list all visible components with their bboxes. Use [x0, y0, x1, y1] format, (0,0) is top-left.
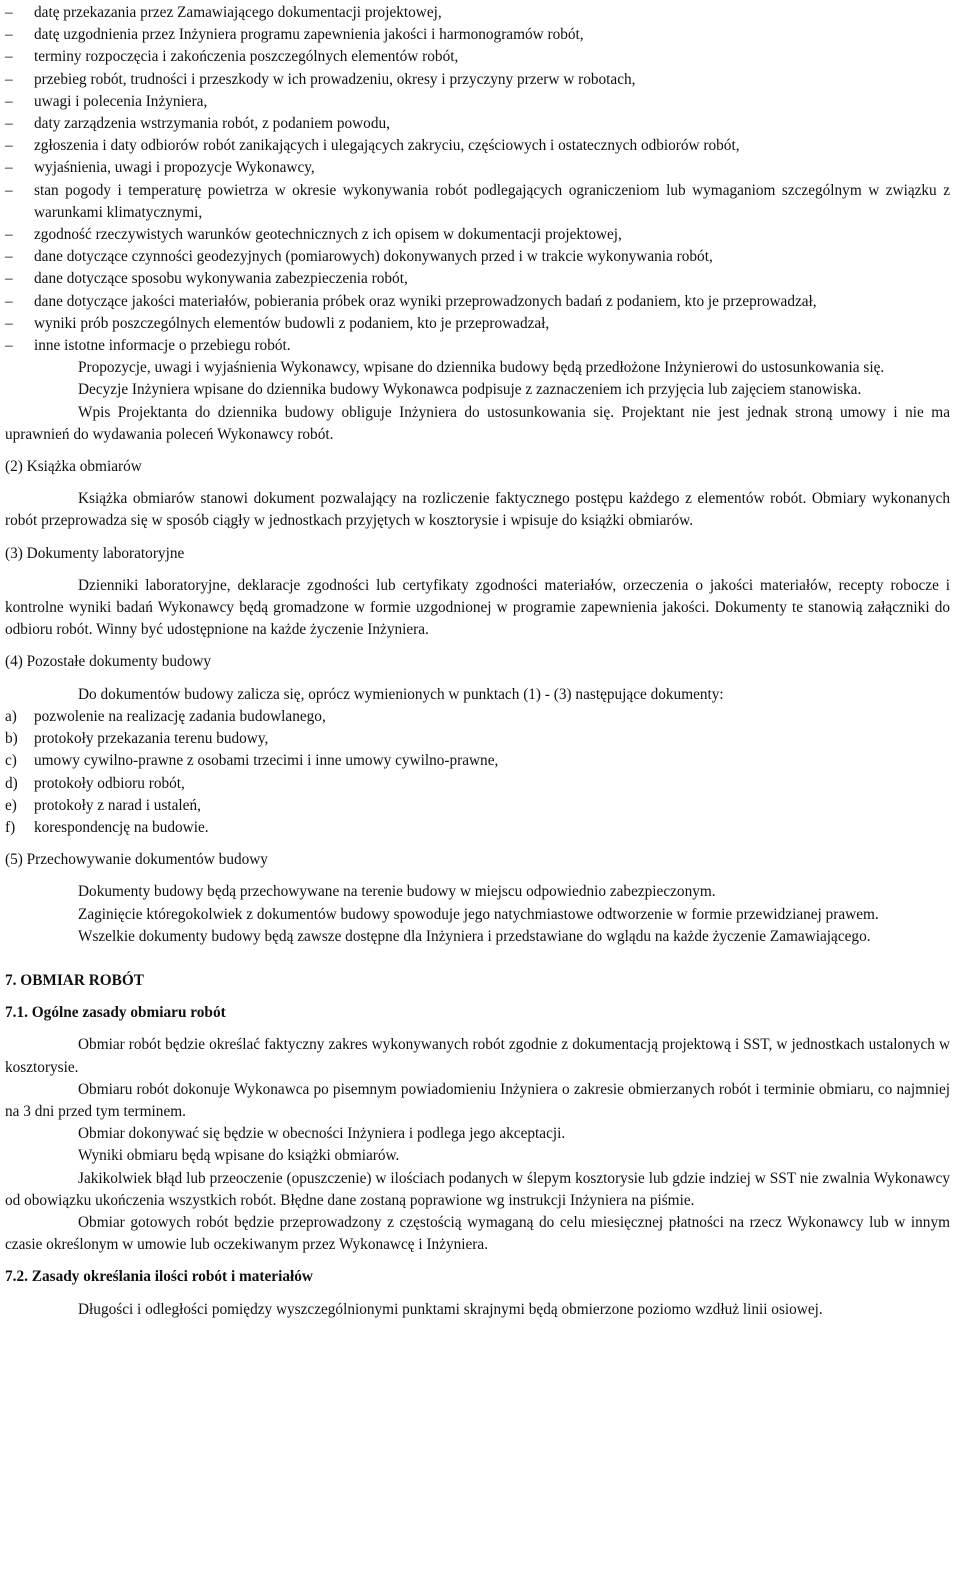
section-heading-ksiazka-obmiarow: (2) Książka obmiarów	[5, 458, 142, 476]
subsection-heading-zasady-okreslania: 7.2. Zasady określania ilości robót i materiałów	[5, 1268, 313, 1286]
dash-bullet: –	[5, 137, 13, 155]
entries-list	[5, 2, 950, 357]
dash-bullet: –	[5, 159, 13, 177]
list-item-text: terminy rozpoczęcia i zakończenia poszczególnych elementów robót,	[34, 48, 459, 66]
section-heading-dokumenty-laboratoryjne: (3) Dokumenty laboratoryjne	[5, 544, 185, 562]
paragraph: Wpis Projektanta do dziennika budowy obliguje Inżyniera do ustosunkowania się. Projektant nie jest jednak stroną umowy i nie ma uprawnień do wydawania poleceń Wykonawcy robót.	[5, 403, 950, 443]
list-item	[5, 69, 950, 91]
list-item-text: dane dotyczące jakości materiałów, pobierania próbek oraz wyniki przeprowadzonych badań z podaniem, kto je przeprowadzał,	[34, 292, 817, 310]
list-item-text: zgodność rzeczywistych warunków geotechnicznych z ich opisem w dokumentacji projektowej,	[34, 226, 622, 244]
paragraph: Wszelkie dokumenty budowy będą zawsze dostępne dla Inżyniera i przedstawiane do wglądu na każde życzenie Zamawiającego.	[78, 927, 871, 945]
documents-letter-list	[5, 706, 950, 839]
list-item-text: dane dotyczące czynności geodezyjnych (pomiarowych) dokonywanych przed i w trakcie wykonywania robót,	[34, 248, 713, 266]
list-item	[5, 24, 950, 46]
paragraph: Wyniki obmiaru będą wpisane do książki obmiarów.	[78, 1147, 400, 1165]
paragraph: Obmiaru robót dokonuje Wykonawca po pisemnym powiadomieniu Inżyniera o zakresie obmierzanych robót i terminie obmiaru, co najmniej na 3 dni przed tym terminem.	[5, 1080, 950, 1120]
list-item-text: uwagi i polecenia Inżyniera,	[34, 92, 208, 110]
list-item-text: protokoły z narad i ustaleń,	[34, 796, 201, 814]
paragraph: Obmiar gotowych robót będzie przeprowadzony z częstością wymaganą do celu miesięcznej płatności na rzecz Wykonawcy lub w innym czasie określonym w umowie lub oczekiwanym przez Wykonawcę i Inżyniera.	[5, 1213, 950, 1254]
list-item	[5, 157, 950, 179]
list-item	[5, 2, 950, 24]
list-item-text: daty zarządzenia wstrzymania robót, z podaniem powodu,	[34, 115, 390, 133]
dash-bullet: –	[5, 70, 13, 88]
list-item	[5, 750, 950, 772]
dash-bullet: –	[5, 115, 13, 133]
list-marker: a)	[5, 707, 17, 725]
list-item-text: umowy cywilno-prawne z osobami trzecimi i inne umowy cywilno-prawne,	[34, 752, 499, 770]
dash-bullet: –	[5, 26, 13, 44]
paragraph: Książka obmiarów stanowi dokument pozwalający na rozliczenie faktycznego postępu każdego z elementów robót. Obmiary wykonanych robót przeprowadza się w sposób ciągły w jednostkach przyjętych w kosztorysie i wpisuje do książki obmiarów.	[5, 490, 950, 530]
dash-bullet: –	[5, 292, 13, 310]
section-heading-przechowywanie: (5) Przechowywanie dokumentów budowy	[5, 851, 268, 869]
paragraph: Propozycje, uwagi i wyjaśnienia Wykonawcy, wpisane do dziennika budowy będą przedłożone Inżynierowi do ustosunkowania się.	[78, 359, 885, 377]
list-item-text: wyniki prób poszczególnych elementów budowli z podaniem, kto je przeprowadzał,	[34, 314, 550, 332]
list-marker: c)	[5, 752, 17, 770]
dash-bullet: –	[5, 48, 13, 66]
list-marker: e)	[5, 796, 17, 814]
list-item-text: wyjaśnienia, uwagi i propozycje Wykonawcy,	[34, 159, 315, 177]
list-item	[5, 46, 950, 68]
list-item-text: zgłoszenia i daty odbiorów robót zanikających i ulegających zakryciu, częściowych i ostatecznych odbiorów robót,	[34, 137, 740, 155]
list-item-text: korespondencję na budowie.	[34, 818, 209, 836]
list-item	[5, 180, 950, 224]
list-item	[5, 135, 950, 157]
dash-bullet: –	[5, 181, 13, 199]
list-item	[5, 224, 950, 246]
list-item	[5, 246, 950, 268]
section-heading-pozostale-dokumenty: (4) Pozostałe dokumenty budowy	[5, 653, 212, 671]
list-item	[5, 795, 950, 817]
list-item	[5, 268, 950, 290]
dash-bullet: –	[5, 92, 13, 110]
list-marker: b)	[5, 730, 18, 748]
dash-bullet: –	[5, 226, 13, 244]
list-item-text: protokoły odbioru robót,	[34, 774, 185, 792]
dash-bullet: –	[5, 4, 13, 21]
paragraph: Dzienniki laboratoryjne, deklaracje zgodności lub certyfikaty zgodności materiałów, orzeczenia o jakości materiałów, recepty robocze i kontrolne wyniki badań Wykonawcy będą gromadzone w formie uzgodnionej w programie zapewnienia jakości. Dokumenty te stanowią załączniki do odbioru robót. Winny być udostępnione na każde życzenie Inżyniera.	[5, 576, 950, 639]
list-item	[5, 313, 950, 335]
subsection-heading-ogolne-zasady: 7.1. Ogólne zasady obmiaru robót	[5, 1004, 226, 1022]
paragraph: Zaginięcie któregokolwiek z dokumentów budowy spowoduje jego natychmiastowe odtworzenie w formie przewidzianej prawem.	[78, 905, 879, 923]
paragraph: Decyzje Inżyniera wpisane do dziennika budowy Wykonawca podpisuje z zaznaczeniem ich przyjęcia lub zajęciem stanowiska.	[78, 381, 862, 399]
list-marker: d)	[5, 774, 18, 792]
paragraph: Długości i odległości pomiędzy wyszczególnionymi punktami skrajnymi będą obmierzone poziomo wzdłuż linii osiowej.	[78, 1300, 823, 1318]
list-item-text: pozwolenie na realizację zadania budowlanego,	[34, 707, 326, 725]
paragraph: Dokumenty budowy będą przechowywane na terenie budowy w miejscu odpowiednio zabezpieczonym.	[78, 883, 716, 901]
list-item-text: inne istotne informacje o przebiegu robót.	[34, 337, 291, 355]
list-item	[5, 335, 950, 357]
list-item	[5, 706, 950, 728]
list-item-text: stan pogody i temperaturę powietrza w okresie wykonywania robót podlegających ograniczeniom lub wymaganiom szczególnym w związku z warunkami klimatycznymi,	[34, 181, 950, 221]
paragraph: Obmiar dokonywać się będzie w obecności Inżyniera i podlega jego akceptacji.	[78, 1125, 566, 1143]
list-item	[5, 113, 950, 135]
list-item	[5, 291, 950, 313]
list-item-text: dane dotyczące sposobu wykonywania zabezpieczenia robót,	[34, 270, 408, 288]
list-item-text: przebieg robót, trudności i przeszkody w ich prowadzeniu, okresy i przyczyny przerw w robotach,	[34, 70, 636, 88]
dash-bullet: –	[5, 314, 13, 332]
list-item	[5, 91, 950, 113]
paragraph: Obmiar robót będzie określać faktyczny zakres wykonywanych robót zgodnie z dokumentacją projektową i SST, w jednostkach ustalonych w kosztorysie.	[5, 1036, 950, 1076]
list-item-text: datę uzgodnienia przez Inżyniera programu zapewnienia jakości i harmonogramów robót,	[34, 26, 584, 44]
dash-bullet: –	[5, 248, 13, 266]
list-marker: f)	[5, 818, 16, 836]
paragraph: Do dokumentów budowy zalicza się, oprócz wymienionych w punktach (1) - (3) następujące dokumenty:	[78, 685, 724, 703]
list-item-text: protokoły przekazania terenu budowy,	[34, 730, 269, 748]
list-item	[5, 728, 950, 750]
chapter-heading-obmiar-robot: 7. OBMIAR ROBÓT	[5, 971, 144, 989]
dash-bullet: –	[5, 270, 13, 288]
list-item-text: datę przekazania przez Zamawiającego dokumentacji projektowej,	[34, 4, 442, 21]
list-item	[5, 817, 950, 839]
paragraph: Jakikolwiek błąd lub przeoczenie (opuszczenie) w ilościach podanych w ślepym kosztorysie lub gdzie indziej w SST nie zwalnia Wykonawcy od obowiązku ukończenia wszystkich robót. Błędne dane zostaną poprawione wg instrukcji Inżyniera na piśmie.	[5, 1169, 950, 1209]
list-item	[5, 773, 950, 795]
dash-bullet: –	[5, 337, 13, 355]
